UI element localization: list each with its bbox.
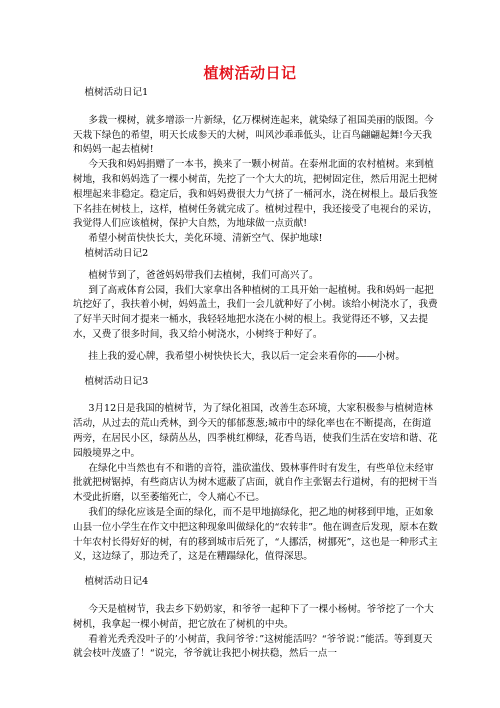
section-heading: 植树活动日记4 bbox=[84, 576, 149, 588]
paragraph: 希望小树苗快快长大，美化环境、清新空气、保护地球! bbox=[88, 233, 323, 245]
paragraph: 植树节到了，爸爸妈妈带我们去植树，我们可高兴了。 bbox=[88, 269, 319, 281]
document-title: 植树活动日记 bbox=[203, 64, 297, 82]
section-heading: 植树活动日记3 bbox=[84, 375, 149, 387]
paragraph: 多栽一棵树，就多增添一片新绿，亿万棵树连起来，就染绿了祖国美丽的版图。今天栽下绿色的希望，明天长成参天的大树，叫风沙乖乖低头，让百鸟翩翩起舞!今天我和妈妈一起去植树! bbox=[73, 114, 434, 156]
document-body bbox=[73, 86, 439, 662]
paragraph: 3月12日是我国的植树节，为了绿化祖国，改善生态环境，大家积极参与植树造林活动，从过去的荒山秃林，到今天的郁郁葱葱;城市中的绿化率也在不断提高，在街道两旁，在居民小区，绿荫丛丛，四季桃红柳绿，花香鸟语，使我们生活在安培和谐、花园般境界之中。 bbox=[73, 403, 438, 459]
paragraph: 我们的绿化应该是全面的绿化，而不是甲地搞绿化，把乙地的树移到甲地，正如象山县一位小学生在作文中把这种现象叫做绿化的“农转非”。他在调查后发现，原本在数十年农村长得好好的树，有的移到城市后死了，“人挪活，树挪死”，这也是一种形式主义，这边绿了，那边秃了，这是在糟蹋绿化，值得深思。 bbox=[73, 506, 438, 563]
paragraph: 到了高戒体育公园，我们大家拿出各种植树的工具开始一起植树。我和妈妈一起把坑挖好了，我扶着小树，妈妈盖土，我们一会儿就种好了小树。该给小树浇水了，我费了好半天时间才提来一桶水，我轻轻地把水浇在小树的根上。我觉得还不够，又去提水，又费了很多时间，我又给小树浇水，小树终于种好了。 bbox=[73, 284, 438, 340]
paragraph: 今天我和妈妈捐赠了一本书，换来了一颗小树苗。在泰州北面的农村植树。来到植树地，我和妈妈选了一棵小树苗，先挖了一个大大的坑，把树固定住，然后用泥土把树根埋起来非稳定。稳定后，我和妈妈费很大力气挤了一桶河水，浇在树根上。最后我签下名挂在树枝上，这样，植树任务就完成了。植树过程中，我还接受了电视台的采访，我觉得人们应该植树，保护大自然，为地球做一点贡献! bbox=[73, 159, 438, 230]
paragraph: 今天是植树节，我去乡下奶奶家，和爷爷一起种下了一棵小杨树。爷爷挖了一个大树机，我拿起一棵小树苗，把它放在了树机的中央。 bbox=[73, 603, 434, 630]
paragraph: 挂上我的爱心牌，我希望小树快快长大，我以后一定会来看你的――小树。 bbox=[88, 350, 405, 362]
section-heading: 植树活动日记2 bbox=[84, 247, 149, 259]
paragraph: 看着光秃秃没叶子的’小树苗，我问爷爷：”这树能活吗？“爷爷说：”能活。等到夏天就会枝叶茂盛了！“说完，爷爷就让我把小树扶稳，然后一点一 bbox=[73, 633, 433, 660]
section-heading: 植树活动日记1 bbox=[84, 87, 149, 98]
paragraph: 在绿化中当然也有不和谐的音符，滥砍滥伐、毁林事件时有发生，有些单位未经审批就把树锯掉，有些商店认为树木遮蔽了店面，就自作主张锯去行道树，有的把树干当木受此折磨，以至萎缩死亡，令人痛心不已。 bbox=[73, 462, 438, 504]
